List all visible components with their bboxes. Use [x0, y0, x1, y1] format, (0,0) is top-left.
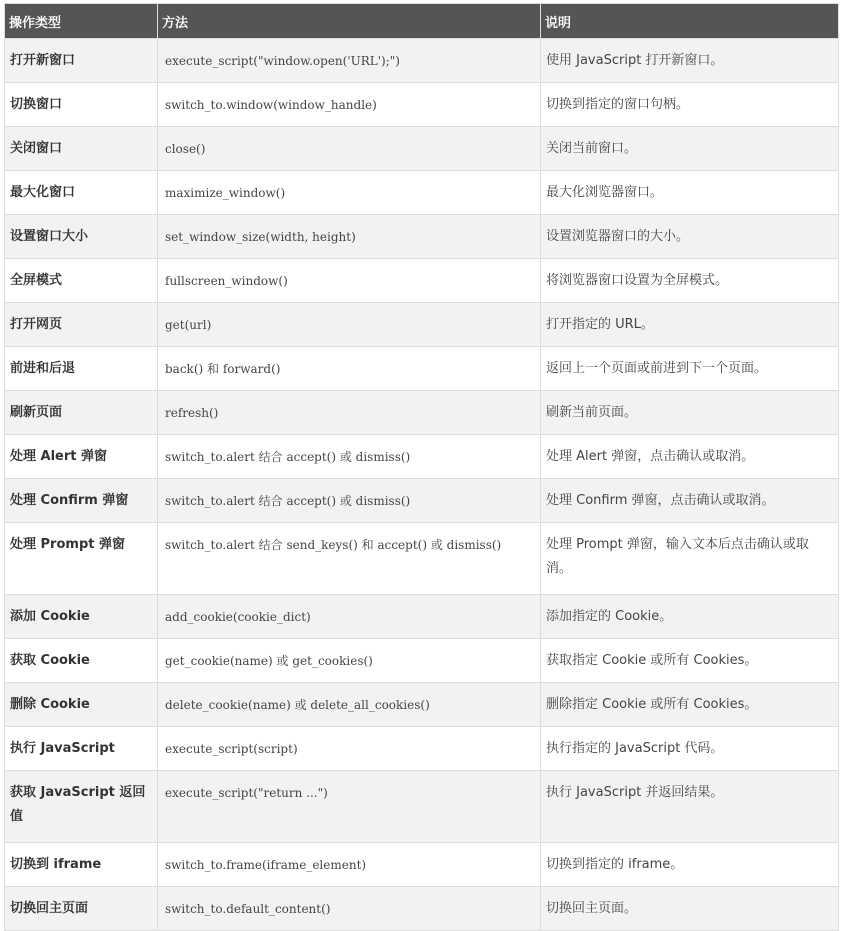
cell-method: refresh() [158, 391, 541, 435]
cell-method: switch_to.alert 结合 accept() 或 dismiss() [158, 435, 541, 479]
table-row [5, 347, 839, 391]
table-body [5, 39, 839, 931]
cell-description: 切换到指定的窗口句柄。 [541, 83, 839, 127]
cell-description: 设置浏览器窗口的大小。 [541, 215, 839, 259]
cell-description: 切换回主页面。 [541, 887, 839, 931]
cell-method: add_cookie(cookie_dict) [158, 595, 541, 639]
cell-method: switch_to.alert 结合 send_keys() 和 accept() 或 dismiss() [158, 523, 541, 595]
table-row [5, 83, 839, 127]
cell-description: 关闭当前窗口。 [541, 127, 839, 171]
cell-operation-type: 设置窗口大小 [5, 215, 158, 259]
cell-method: get(url) [158, 303, 541, 347]
table-row [5, 683, 839, 727]
table-row [5, 259, 839, 303]
cell-description: 处理 Alert 弹窗，点击确认或取消。 [541, 435, 839, 479]
table-row [5, 595, 839, 639]
cell-method: execute_script(script) [158, 727, 541, 771]
cell-operation-type: 切换回主页面 [5, 887, 158, 931]
table-row [5, 435, 839, 479]
table-row [5, 39, 839, 83]
cell-description: 执行指定的 JavaScript 代码。 [541, 727, 839, 771]
header-operation-type: 操作类型 [5, 4, 158, 39]
cell-operation-type: 添加 Cookie [5, 595, 158, 639]
table-row [5, 479, 839, 523]
cell-method: maximize_window() [158, 171, 541, 215]
cell-operation-type: 处理 Prompt 弹窗 [5, 523, 158, 595]
table-row [5, 523, 839, 595]
cell-method: get_cookie(name) 或 get_cookies() [158, 639, 541, 683]
cell-method: back() 和 forward() [158, 347, 541, 391]
cell-method: switch_to.frame(iframe_element) [158, 843, 541, 887]
cell-description: 最大化浏览器窗口。 [541, 171, 839, 215]
cell-method: fullscreen_window() [158, 259, 541, 303]
table-row [5, 639, 839, 683]
cell-operation-type: 获取 JavaScript 返回值 [5, 771, 158, 843]
cell-description: 删除指定 Cookie 或所有 Cookies。 [541, 683, 839, 727]
cell-operation-type: 获取 Cookie [5, 639, 158, 683]
cell-method: switch_to.default_content() [158, 887, 541, 931]
table-row [5, 887, 839, 931]
operations-table [4, 3, 839, 931]
cell-description: 切换到指定的 iframe。 [541, 843, 839, 887]
cell-method: set_window_size(width, height) [158, 215, 541, 259]
cell-method: close() [158, 127, 541, 171]
table-row [5, 771, 839, 843]
cell-operation-type: 切换到 iframe [5, 843, 158, 887]
cell-operation-type: 处理 Alert 弹窗 [5, 435, 158, 479]
table-row [5, 215, 839, 259]
cell-operation-type: 关闭窗口 [5, 127, 158, 171]
cell-operation-type: 全屏模式 [5, 259, 158, 303]
cell-description: 打开指定的 URL。 [541, 303, 839, 347]
header-description: 说明 [541, 4, 839, 39]
cell-description: 处理 Confirm 弹窗，点击确认或取消。 [541, 479, 839, 523]
cell-description: 将浏览器窗口设置为全屏模式。 [541, 259, 839, 303]
cell-operation-type: 处理 Confirm 弹窗 [5, 479, 158, 523]
table-row [5, 303, 839, 347]
cell-description: 使用 JavaScript 打开新窗口。 [541, 39, 839, 83]
cell-method: switch_to.alert 结合 accept() 或 dismiss() [158, 479, 541, 523]
cell-operation-type: 删除 Cookie [5, 683, 158, 727]
cell-description: 刷新当前页面。 [541, 391, 839, 435]
cell-description: 添加指定的 Cookie。 [541, 595, 839, 639]
cell-method: execute_script("return ...") [158, 771, 541, 843]
table-row [5, 391, 839, 435]
cell-method: delete_cookie(name) 或 delete_all_cookies() [158, 683, 541, 727]
header-method: 方法 [158, 4, 541, 39]
cell-method: execute_script("window.open('URL');") [158, 39, 541, 83]
cell-operation-type: 前进和后退 [5, 347, 158, 391]
table-row [5, 171, 839, 215]
cell-operation-type: 打开新窗口 [5, 39, 158, 83]
table-row [5, 843, 839, 887]
cell-operation-type: 切换窗口 [5, 83, 158, 127]
cell-description: 处理 Prompt 弹窗，输入文本后点击确认或取消。 [541, 523, 839, 595]
table-row [5, 727, 839, 771]
cell-description: 执行 JavaScript 并返回结果。 [541, 771, 839, 843]
cell-method: switch_to.window(window_handle) [158, 83, 541, 127]
table-row [5, 127, 839, 171]
cell-operation-type: 执行 JavaScript [5, 727, 158, 771]
cell-operation-type: 打开网页 [5, 303, 158, 347]
cell-description: 获取指定 Cookie 或所有 Cookies。 [541, 639, 839, 683]
cell-operation-type: 刷新页面 [5, 391, 158, 435]
cell-operation-type: 最大化窗口 [5, 171, 158, 215]
operations-table-container [4, 3, 839, 931]
cell-description: 返回上一个页面或前进到下一个页面。 [541, 347, 839, 391]
table-header-row [5, 4, 839, 39]
